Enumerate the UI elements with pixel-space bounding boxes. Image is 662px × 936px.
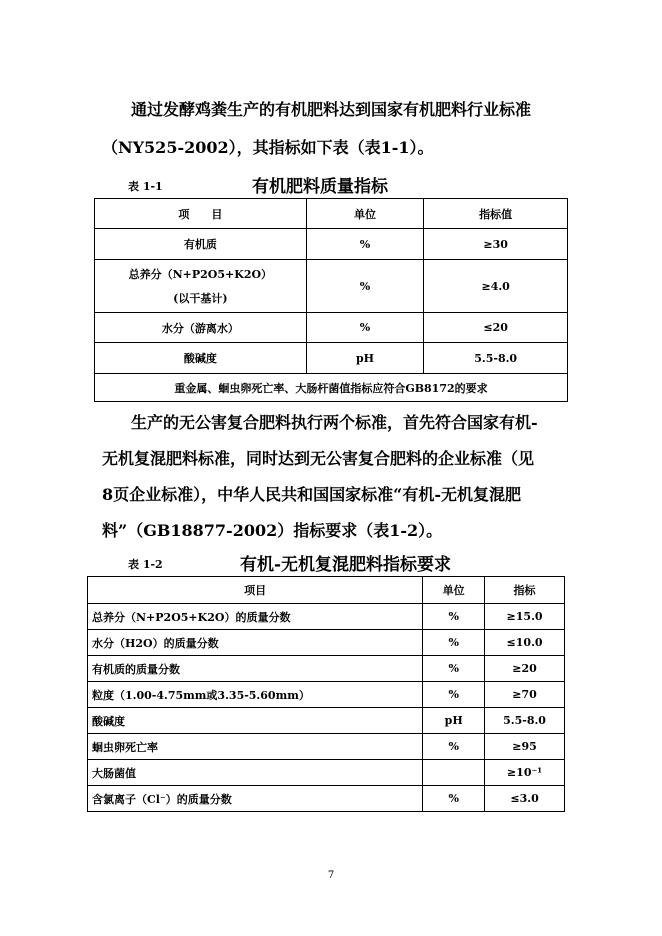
table-cell — [95, 260, 307, 313]
table-cell-subline: (以干基计) — [173, 292, 228, 305]
table-cell: 5.5-8.0 — [485, 708, 565, 734]
table-row — [88, 708, 565, 734]
table-cell — [423, 760, 485, 786]
table1-note: 重金属、蛔虫卵死亡率、大肠杆菌值指标应符合GB8172的要求 — [95, 374, 568, 402]
table-row — [88, 734, 565, 760]
table2-label: 表 1-2 — [128, 558, 163, 571]
table2 — [87, 576, 565, 812]
table-cell: % — [306, 229, 424, 260]
table-cell: ≥20 — [485, 656, 565, 682]
table-cell: % — [423, 786, 485, 812]
table-cell: ≥95 — [485, 734, 565, 760]
table-row — [88, 786, 565, 812]
table-cell: ≥4.0 — [424, 260, 568, 313]
table-cell: pH — [306, 343, 424, 374]
table-cell: 有机质的质量分数 — [88, 656, 423, 682]
table1-label: 表 1-1 — [128, 180, 163, 193]
para2-line-2: 无机复混肥料标准，同时达到无公害复合肥料的企业标准（见 — [102, 449, 535, 468]
table-cell: 总养分（N+P2O5+K2O）的质量分数 — [88, 604, 423, 630]
table-cell: % — [306, 260, 424, 313]
para2-line-4: 料”（GB18877-2002）指标要求（表1-2）。 — [102, 521, 443, 540]
table-cell-line: 总养分（N+P2O5+K2O） — [128, 268, 273, 281]
table-cell: ≤10.0 — [485, 630, 565, 656]
table-cell: 含氯离子（Cl⁻）的质量分数 — [88, 786, 423, 812]
table-row — [88, 630, 565, 656]
table-cell: 酸碱度 — [88, 708, 423, 734]
table1-header-row — [95, 199, 568, 229]
table-row — [95, 229, 568, 260]
table2-header-item: 项目 — [88, 577, 423, 604]
table-cell: 大肠菌值 — [88, 760, 423, 786]
intro-line-2: （NY525-2002），其指标如下表（表1-1）。 — [102, 138, 434, 157]
table-cell: pH — [423, 708, 485, 734]
table-row — [88, 760, 565, 786]
table-row — [95, 260, 568, 313]
table-cell: ≤20 — [424, 313, 568, 343]
intro-line-1: 通过发酵鸡粪生产的有机肥料达到国家有机肥料行业标准 — [131, 100, 532, 119]
table-row — [88, 682, 565, 708]
table-row — [95, 343, 568, 374]
table2-header-unit: 单位 — [423, 577, 485, 604]
table-cell: 水分（游离水） — [95, 313, 307, 343]
table2-header-value: 指标 — [485, 577, 565, 604]
table2-title: 有机-无机复混肥料指标要求 — [240, 555, 452, 575]
table-cell: % — [423, 682, 485, 708]
table-cell: 酸碱度 — [95, 343, 307, 374]
table-cell: 粒度（1.00-4.75mm或3.35-5.60mm） — [88, 682, 423, 708]
table1-header-value: 指标值 — [424, 199, 568, 229]
para2-line-1: 生产的无公害复合肥料执行两个标准，首先符合国家有机- — [131, 413, 538, 432]
table1-header-item: 项 目 — [95, 199, 307, 229]
table-cell: ≥15.0 — [485, 604, 565, 630]
para2-line-3: 8页企业标准），中华人民共和国国家标准“有机-无机复混肥 — [102, 485, 521, 504]
table-cell: 5.5-8.0 — [424, 343, 568, 374]
table-cell: ≥70 — [485, 682, 565, 708]
table2-header-row — [88, 577, 565, 604]
table1-header-unit: 单位 — [306, 199, 424, 229]
table1 — [94, 198, 568, 402]
table-row — [88, 604, 565, 630]
table-cell: % — [306, 313, 424, 343]
table-cell: % — [423, 734, 485, 760]
page-number: 7 — [327, 870, 335, 881]
table-cell: % — [423, 604, 485, 630]
table1-title: 有机肥料质量指标 — [252, 177, 388, 197]
table-row — [95, 313, 568, 343]
table-cell: ≤3.0 — [485, 786, 565, 812]
table-cell: 有机质 — [95, 229, 307, 260]
table-cell: ≥30 — [424, 229, 568, 260]
table-cell: % — [423, 630, 485, 656]
table-cell: 水分（H2O）的质量分数 — [88, 630, 423, 656]
table-cell: 蛔虫卵死亡率 — [88, 734, 423, 760]
table-row — [88, 656, 565, 682]
table-cell: % — [423, 656, 485, 682]
table1-note-row — [95, 374, 568, 402]
table-cell: ≥10⁻¹ — [485, 760, 565, 786]
